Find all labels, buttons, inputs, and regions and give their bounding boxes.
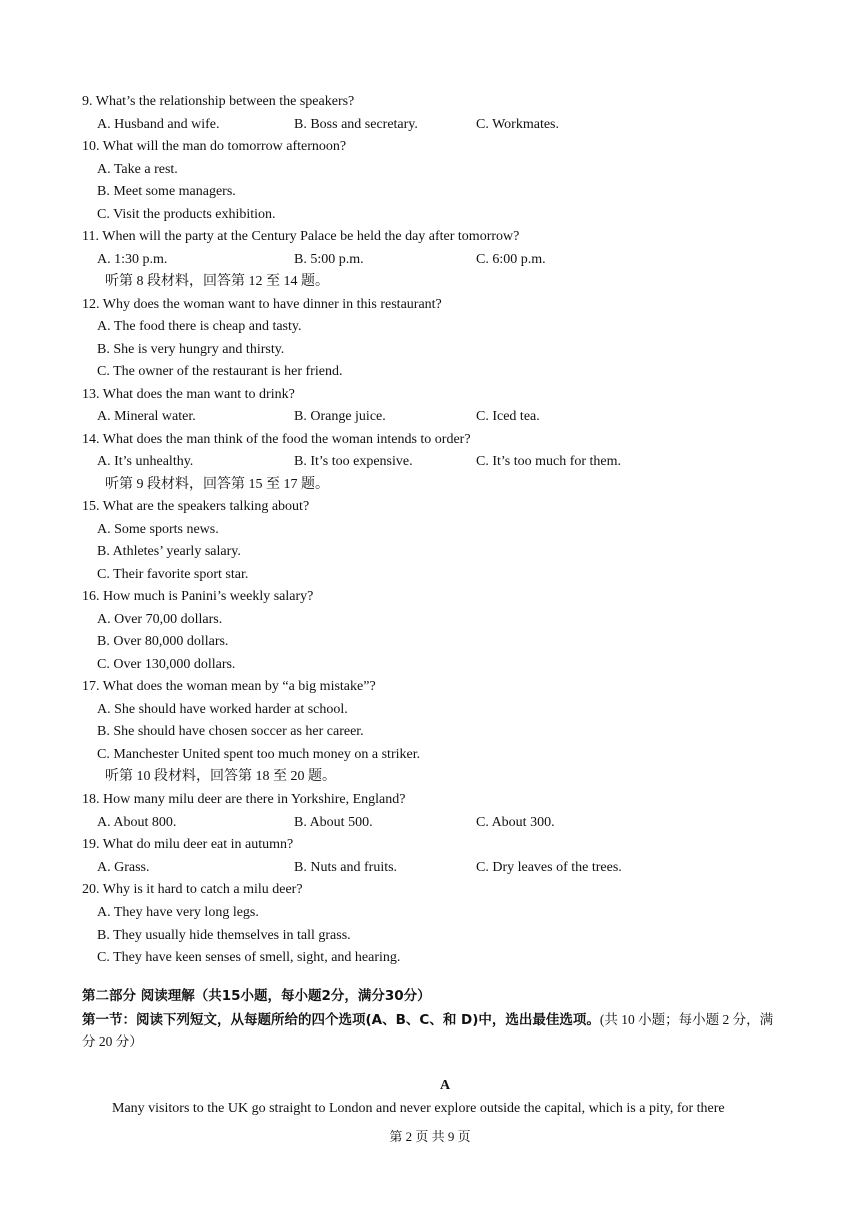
question-stem: 19. What do milu deer eat in autumn? bbox=[82, 837, 294, 852]
question-stem: 11. When will the party at the Century Palace be held the day after tomorrow? bbox=[82, 229, 520, 244]
option-a: A. It’s unhealthy. bbox=[97, 454, 194, 469]
question-stem: 16. How much is Panini’s weekly salary? bbox=[82, 589, 314, 604]
page-footer: 第 2 页 共 9 页 bbox=[389, 1129, 471, 1144]
option-a: A. Husband and wife. bbox=[97, 117, 220, 132]
question-stem: 9. What’s the relationship between the speakers? bbox=[82, 94, 355, 109]
option-b: B. Meet some managers. bbox=[97, 184, 236, 199]
option-c: C. It’s too much for them. bbox=[476, 454, 622, 469]
option-c: C. They have keen senses of smell, sight, and hearing. bbox=[97, 950, 401, 965]
option-b: B. About 500. bbox=[294, 815, 373, 830]
option-b: B. She is very hungry and thirsty. bbox=[97, 342, 285, 357]
option-b: B. They usually hide themselves in tall grass. bbox=[97, 928, 351, 943]
question-stem: 17. What does the woman mean by “a big mistake”? bbox=[82, 679, 376, 694]
listening-instruction: 听第 9 段材料，回答第 15 至 17 题。 bbox=[105, 477, 329, 492]
option-c: C. Workmates. bbox=[476, 117, 559, 132]
passage-first-line: Many visitors to the UK go straight to London and never explore outside the capital, which is a pity, for there bbox=[112, 1101, 725, 1116]
section-instructions bbox=[82, 1009, 778, 1053]
option-a: A. The food there is cheap and tasty. bbox=[97, 319, 302, 334]
option-c: C. Dry leaves of the trees. bbox=[476, 860, 622, 875]
option-b: B. Over 80,000 dollars. bbox=[97, 634, 229, 649]
option-b: B. Orange juice. bbox=[294, 409, 386, 424]
option-c: C. Iced tea. bbox=[476, 409, 540, 424]
option-b: B. Nuts and fruits. bbox=[294, 860, 398, 875]
question-stem: 10. What will the man do tomorrow afternoon? bbox=[82, 139, 347, 154]
option-c: C. Manchester United spent too much money on a striker. bbox=[97, 747, 421, 762]
option-a: A. Take a rest. bbox=[97, 162, 178, 177]
option-c: C. Visit the products exhibition. bbox=[97, 207, 276, 222]
option-a: A. Some sports news. bbox=[97, 522, 219, 537]
question-stem: 18. How many milu deer are there in Yorkshire, England? bbox=[82, 792, 406, 807]
option-a: A. About 800. bbox=[97, 815, 177, 830]
listening-instruction: 听第 10 段材料，回答第 18 至 20 题。 bbox=[105, 769, 336, 784]
option-b: B. Athletes’ yearly salary. bbox=[97, 544, 241, 559]
option-b: B. It’s too expensive. bbox=[294, 454, 413, 469]
option-c: C. The owner of the restaurant is her friend. bbox=[97, 364, 343, 379]
option-c: C. Their favorite sport star. bbox=[97, 567, 249, 582]
option-b: B. Boss and secretary. bbox=[294, 117, 418, 132]
question-stem: 12. Why does the woman want to have dinner in this restaurant? bbox=[82, 297, 442, 312]
listening-instruction: 听第 8 段材料，回答第 12 至 14 题。 bbox=[105, 274, 329, 289]
option-a: A. Over 70,00 dollars. bbox=[97, 612, 223, 627]
option-a: A. She should have worked harder at school. bbox=[97, 702, 348, 717]
option-b: B. 5:00 p.m. bbox=[294, 252, 364, 267]
option-c: C. About 300. bbox=[476, 815, 555, 830]
question-stem: 14. What does the man think of the food the woman intends to order? bbox=[82, 432, 471, 447]
option-a: A. They have very long legs. bbox=[97, 905, 259, 920]
question-stem: 15. What are the speakers talking about? bbox=[82, 499, 310, 514]
section-title: 第二部分 阅读理解（共15小题，每小题2分，满分30分） bbox=[82, 988, 431, 1004]
question-stem: 13. What does the man want to drink? bbox=[82, 387, 295, 402]
option-a: A. Grass. bbox=[97, 860, 150, 875]
option-a: A. 1:30 p.m. bbox=[97, 252, 168, 267]
option-a: A. Mineral water. bbox=[97, 409, 196, 424]
option-c: C. Over 130,000 dollars. bbox=[97, 657, 236, 672]
passage-title: A bbox=[439, 1078, 451, 1093]
option-c: C. 6:00 p.m. bbox=[476, 252, 546, 267]
section-instructions-rest: (共 10 小题；每小题 2 分，满分 20 分） bbox=[82, 1012, 774, 1049]
section-instructions-bold: 第一节：阅读下列短文，从每题所给的四个选项(A、B、C、和 D)中，选出最佳选项。 bbox=[82, 1012, 600, 1028]
question-stem: 20. Why is it hard to catch a milu deer? bbox=[82, 882, 303, 897]
option-b: B. She should have chosen soccer as her career. bbox=[97, 724, 364, 739]
